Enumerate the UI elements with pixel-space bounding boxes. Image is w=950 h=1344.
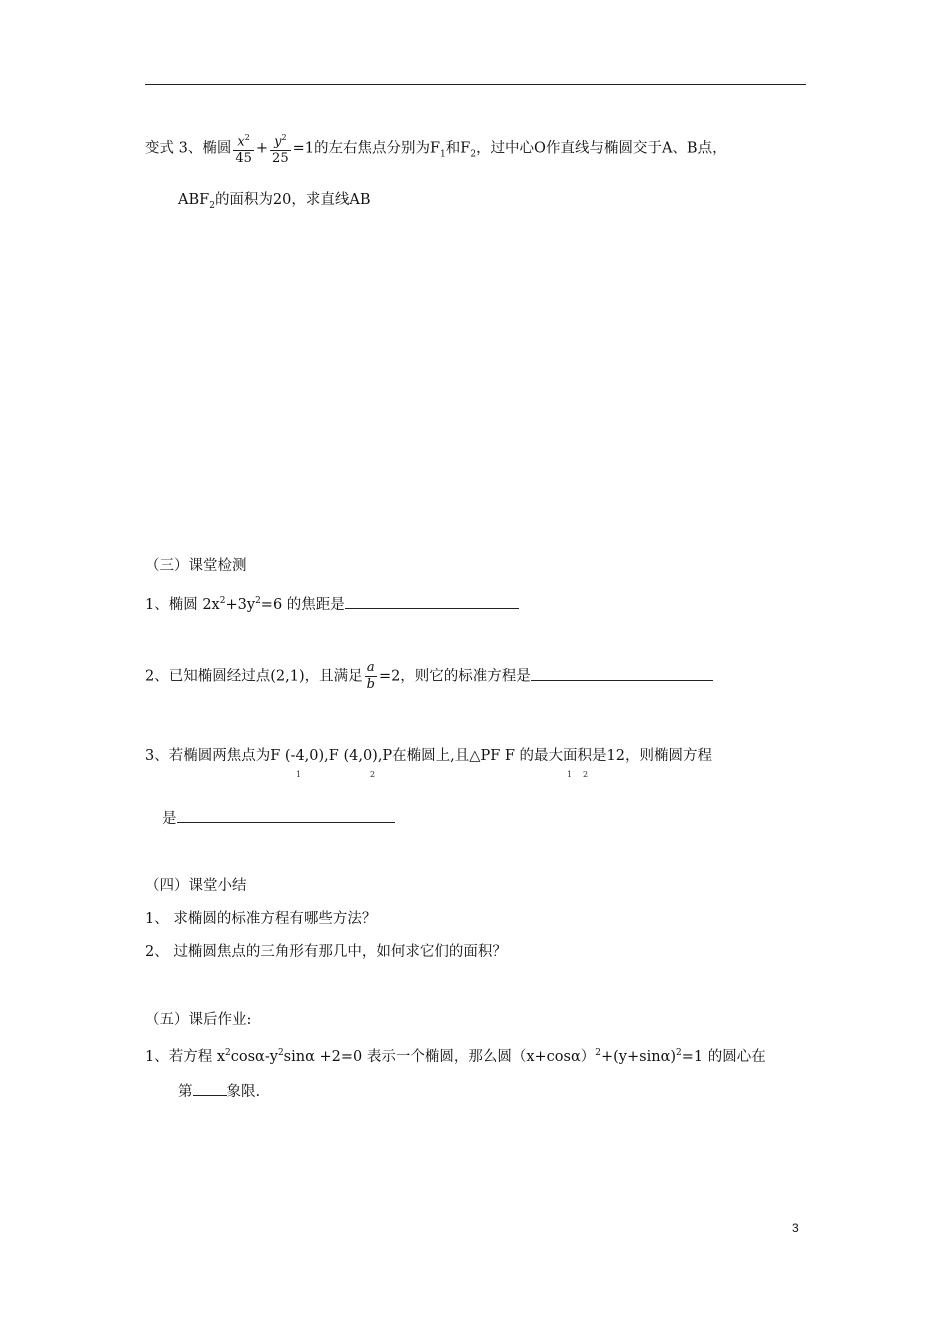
section5-q1-line2: 第 象限. [178,1081,260,1102]
section5-q1: 1、若方程 $x^2\cos\alpha-y^2\sin\alpha +2=0$ 表示一个椭圆，那么圆$(x+\cos\alpha)^2+(y+\sin\alpha)^2=1$ 的圆心在 [145,1048,766,1065]
answer-blank[interactable] [345,594,519,609]
section4-heading: （四）课堂小结 [145,878,247,894]
header-rule [145,84,806,85]
section4-item2: 2、 过椭圆焦点的三角形有那几中，如何求它们的面积？ [145,944,507,960]
variant3-line2: $ABF_2$的面积为20，求直线AB [178,192,371,211]
section3-heading: （三）课堂检测 [145,558,247,574]
section3-q3-line2: 是 [162,808,395,829]
section3-q3: 3、若椭圆两焦点为F (-4,0),F (4,0),P在椭圆上,且△PF F 的最大面积是12，则椭圆方程 [145,748,712,764]
section3-q1: 1、椭圆 $2x^2+3y^2=6$ 的焦距是 [145,591,519,615]
fraction-y2-25: $\frac{y^2}{25}$ [270,130,291,167]
section3-q2: 2、已知椭圆经过点(2,1)，且满足 $\frac{a}{b}$ =2，则它的标准方程是 [145,660,713,693]
fraction-a-b: $\frac{a}{b}$ [366,660,375,692]
answer-blank[interactable] [193,1081,227,1096]
variant3-line1: 变式 3、椭圆 $\frac{x^2}{45}$ + $\frac{y^2}{25}$ =1的左右焦点分别为$F_1$和$F_2$，过中心O作直线与椭圆交于A、B点， [145,130,727,167]
section4-item1: 1、 求椭圆的标准方程有哪些方法？ [145,911,377,927]
answer-blank[interactable] [177,808,395,823]
section5-heading: （五）课后作业: [145,1012,252,1028]
page-number: 3 [792,1221,799,1235]
variant3-prefix: 变式 3、椭圆 [145,140,232,157]
fraction-x2-45: $\frac{x^2}{45}$ [233,130,254,167]
answer-blank[interactable] [531,666,713,681]
